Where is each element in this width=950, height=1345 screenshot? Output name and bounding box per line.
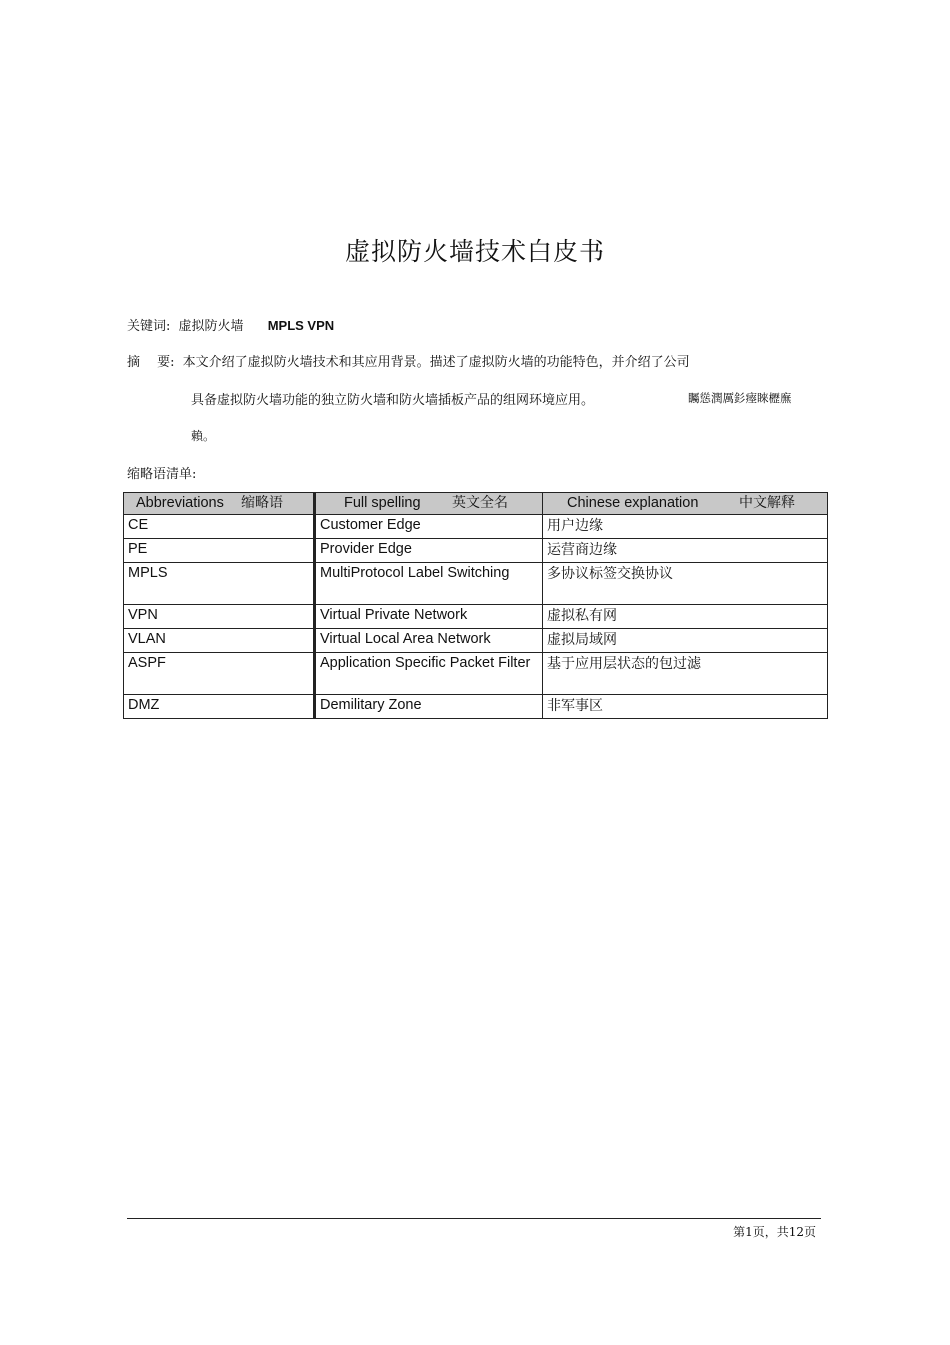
- header-label: 中文解释: [739, 495, 795, 511]
- table-row: [124, 515, 828, 539]
- table-cell: Customer Edge: [315, 515, 543, 539]
- keywords-cn: 虚拟防火墙: [178, 319, 244, 334]
- table-cell: MultiProtocol Label Switching: [315, 563, 543, 605]
- table-cell: 运营商边缘: [543, 539, 828, 563]
- keywords-label: 关键词:: [127, 319, 171, 334]
- table-row: [124, 653, 828, 695]
- header-label: Abbreviations: [136, 495, 224, 511]
- abstract-text-3: 賴。: [191, 429, 216, 443]
- table-cell: 虚拟局域网: [543, 629, 828, 653]
- abbreviation-table: [123, 492, 828, 719]
- table-cell: 多协议标签交换协议: [543, 563, 828, 605]
- abstract-noise: 矚慫潤厲釤瘞睞櫪廡: [688, 391, 792, 405]
- keywords-line: [127, 315, 334, 334]
- table-row: [124, 605, 828, 629]
- document-title: 虚拟防火墙技术白皮书: [344, 237, 605, 266]
- table-row: [124, 695, 828, 719]
- table-cell: VPN: [124, 605, 315, 629]
- table-cell: DMZ: [124, 695, 315, 719]
- table-row: [124, 629, 828, 653]
- table-row: [124, 539, 828, 563]
- abstract-line-1: [127, 351, 690, 370]
- table-header-row: [124, 493, 828, 515]
- abstract-text-1: 本文介绍了虚拟防火墙技术和其应用背景。描述了虚拟防火墙的功能特色，并介绍了公司: [182, 355, 690, 370]
- abstract-label: 摘 要:: [127, 355, 175, 370]
- table-cell: 虚拟私有网: [543, 605, 828, 629]
- table-cell: VLAN: [124, 629, 315, 653]
- table-cell: MPLS: [124, 563, 315, 605]
- table-cell: 基于应用层状态的包过滤: [543, 653, 828, 695]
- keywords-en: MPLS VPN: [267, 318, 335, 333]
- abbreviation-list-label: 缩略语清单:: [127, 467, 197, 482]
- header-full-spelling: [315, 493, 543, 515]
- header-abbreviations: [124, 493, 315, 515]
- table-cell: PE: [124, 539, 315, 563]
- table-cell: 用户边缘: [543, 515, 828, 539]
- header-label: Full spelling: [344, 495, 421, 511]
- table-cell: 非军事区: [543, 695, 828, 719]
- footer-divider: [127, 1218, 821, 1219]
- table-cell: Provider Edge: [315, 539, 543, 563]
- header-label: 缩略语: [241, 495, 283, 511]
- header-label: 英文全名: [452, 495, 508, 511]
- table-row: [124, 563, 828, 605]
- table-cell: Application Specific Packet Filter: [315, 653, 543, 695]
- table-cell: ASPF: [124, 653, 315, 695]
- header-chinese-explanation: [543, 493, 828, 515]
- table-cell: Virtual Private Network: [315, 605, 543, 629]
- table-cell: Virtual Local Area Network: [315, 629, 543, 653]
- table-cell: Demilitary Zone: [315, 695, 543, 719]
- abstract-text-2: 具备虚拟防火墙功能的独立防火墙和防火墙插板产品的组网环境应用。: [191, 393, 595, 408]
- page-number: 第1页，共12页: [733, 1225, 816, 1239]
- header-label: Chinese explanation: [567, 495, 699, 511]
- table-cell: CE: [124, 515, 315, 539]
